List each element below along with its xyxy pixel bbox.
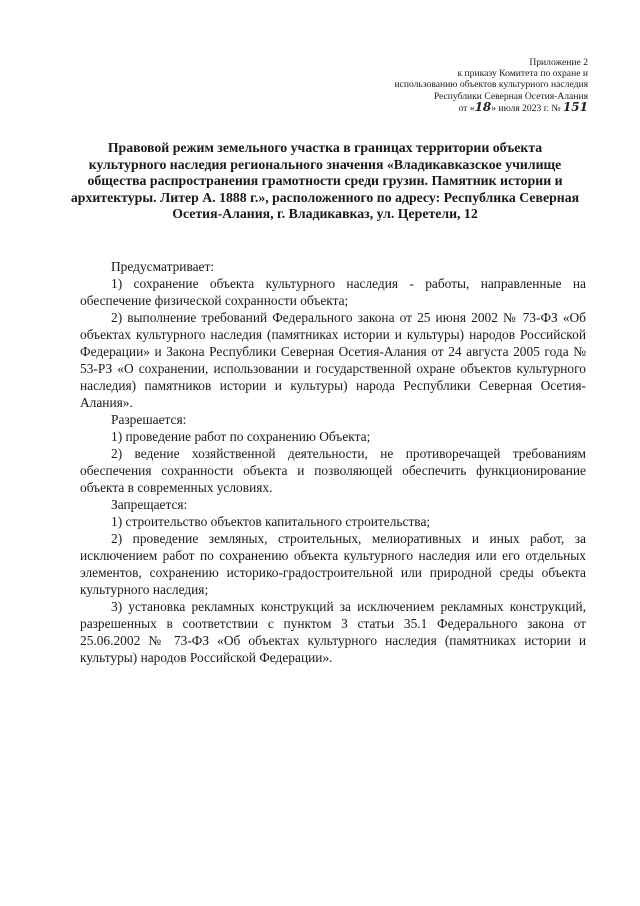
annex-date-day-handwritten: 18 — [474, 99, 492, 114]
annex-order-number-handwritten: 151 — [562, 99, 588, 114]
annex-republic: Республики Северная Осетия-Алания — [433, 90, 588, 102]
annex-number: Приложение 2 — [529, 57, 588, 68]
allowed-item-1: 1) проведение работ по сохранению Объекта; — [111, 429, 371, 444]
provides-item-2: 2) выполнение требований Федерального закона от 25 июня 2002 № 73-ФЗ «Об объектах культурного наследия (памятниках истории и культуры) народов Российской Федерации» и Закона Республики Северная Осетия-Алания от 24 августа 2005 года № 53-РЗ «О сохранении, использовании и государственной охране объектов культурного наследия) памятников истории и культуры) народа Республики Северная Осетия-Алания». — [80, 310, 586, 410]
annex-date-prefix: от « — [458, 102, 475, 114]
document-body — [80, 258, 586, 666]
annex-date-middle: » июля 2023 г. № — [491, 102, 561, 114]
annex-header — [328, 57, 588, 114]
forbidden-item-2: 2) проведение земляных, строительных, мелиоративных и иных работ, за исключением работ по сохранению объекта культурного наследия или его отдельных элементов, сохранению историко-градостроительной или природной среды объекта культурного наследия; — [80, 531, 586, 597]
provides-item-1: 1) сохранение объекта культурного наследия - работы, направленные на обеспечение физической сохранности объекта; — [80, 276, 586, 308]
document-title: Правовой режим земельного участка в границах территории объекта культурного наследия регионального значения «Владикавказское училище общества распространения грамотности среди грузин. Памятник истории и архитектуры. Литер А. 1888 г.», расположенного по адресу: Республика Северная Осетия-Алания, г. Владикавказ, ул. Церетели, 12 — [70, 140, 580, 222]
annex-committee: использованию объектов культурного наследия — [394, 79, 588, 91]
forbidden-item-3: 3) установка рекламных конструкций за исключением рекламных конструкций, разрешенных в соответствии с пунктом 3 статьи 35.1 Федерального закона от 25.06.2002 № 73-ФЗ «Об объектах культурного наследия (памятниках истории и культуры) народов Российской Федерации». — [80, 599, 586, 665]
section-heading-provides: Предусматривает: — [111, 259, 215, 274]
annex-order-ref: к приказу Комитета по охране и — [457, 68, 588, 80]
annex-date-line — [328, 99, 588, 114]
forbidden-item-1: 1) строительство объектов капитального строительства; — [111, 514, 431, 529]
allowed-item-2: 2) ведение хозяйственной деятельности, не противоречащей требованиям обеспечения сохранности объекта и позволяющей обеспечить функционирование объекта в современных условиях. — [80, 446, 586, 495]
section-heading-forbidden: Запрещается: — [111, 497, 188, 512]
section-heading-allowed: Разрешается: — [111, 412, 187, 427]
